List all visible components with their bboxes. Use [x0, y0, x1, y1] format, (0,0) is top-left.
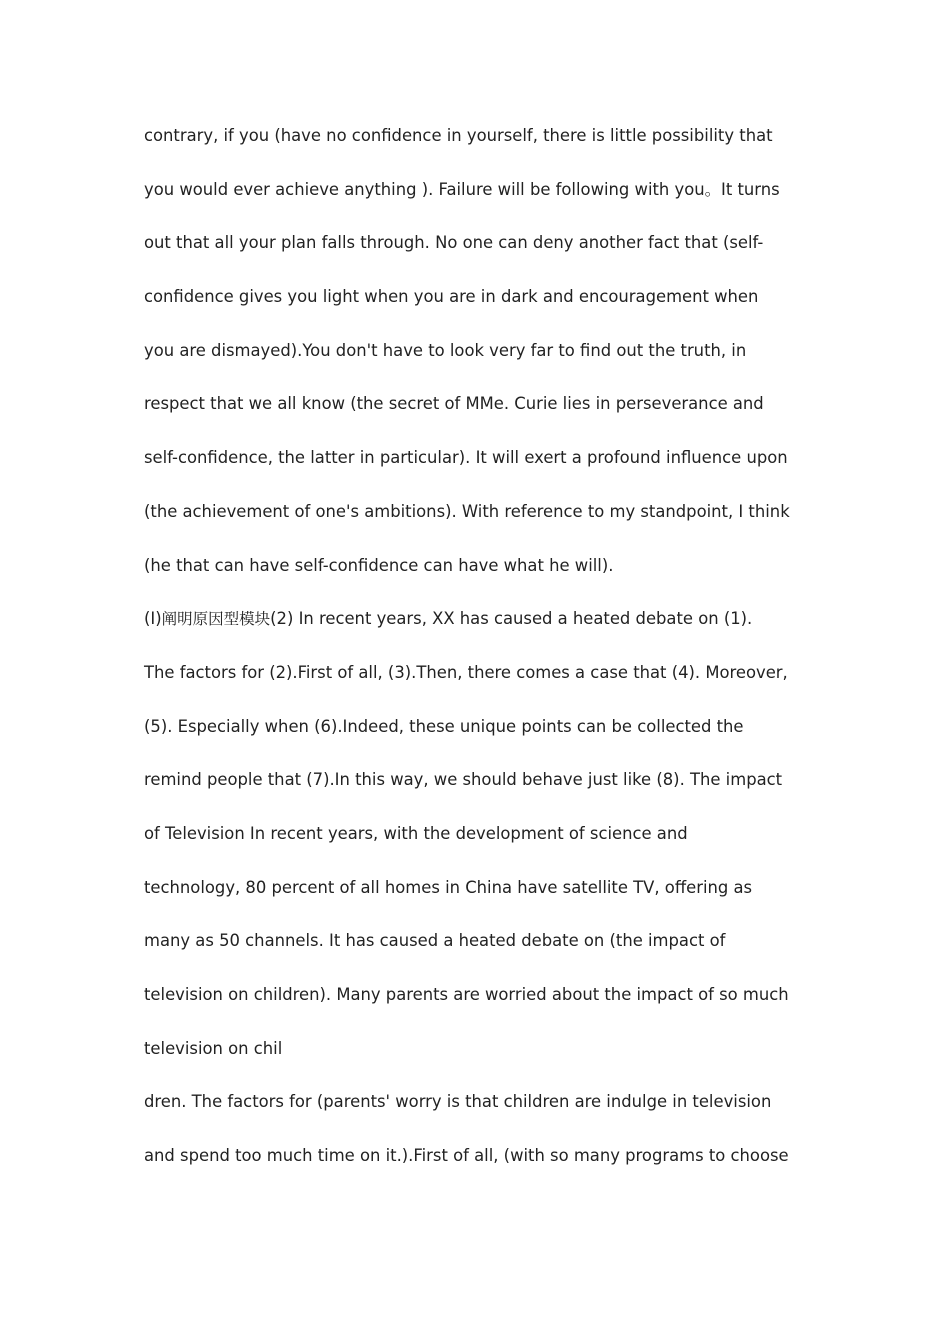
text-line: remind people that (7).In this way, we should behave just like (8). The impact: [144, 770, 783, 790]
text-line: (5). Especially when (6).Indeed, these unique points can be collected the: [144, 716, 744, 736]
text-line: (he that can have self-confidence can have what he will).: [144, 555, 614, 575]
text-line: The factors for (2).First of all, (3).Then, there comes a case that (4). Moreover,: [144, 662, 788, 682]
section-suffix: (2) In recent years, XX has caused a heated debate on (1).: [270, 609, 753, 629]
text-line: many as 50 channels. It has caused a heated debate on (the impact of: [144, 931, 726, 951]
text-line: you are dismayed).You don't have to look very far to find out the truth, in: [144, 340, 747, 360]
text-line: contrary, if you (have no confidence in yourself, there is little possibility that: [144, 126, 773, 145]
section-cjk-heading: 阐明原因型模块: [161, 610, 271, 629]
text-line: confidence gives you light when you are in dark and encouragement when: [144, 287, 759, 307]
text-line: television on chil: [144, 1038, 283, 1058]
section-heading-line: [144, 602, 824, 656]
text-line: respect that we all know (the secret of MMe. Curie lies in perseverance and: [144, 394, 764, 414]
text-line: of Television In recent years, with the development of science and: [144, 823, 688, 843]
text-line: self-confidence, the latter in particular). It will exert a profound influence upon: [144, 448, 788, 468]
section-prefix: (I): [144, 609, 162, 629]
body-text: [144, 119, 824, 1193]
text-line: you would ever achieve anything ). Failure will be following with you。It turns: [144, 179, 780, 199]
text-line: dren. The factors for (parents' worry is that children are indulge in television: [144, 1092, 772, 1112]
text-line: (the achievement of one's ambitions). With reference to my standpoint, I think: [144, 501, 790, 521]
text-line: television on children). Many parents are worried about the impact of so much: [144, 985, 789, 1004]
text-line: out that all your plan falls through. No one can deny another fact that (self-: [144, 233, 764, 253]
text-line: and spend too much time on it.).First of all, (with so many programs to choose: [144, 1146, 789, 1166]
text-line: technology, 80 percent of all homes in China have satellite TV, offering as: [144, 877, 753, 897]
